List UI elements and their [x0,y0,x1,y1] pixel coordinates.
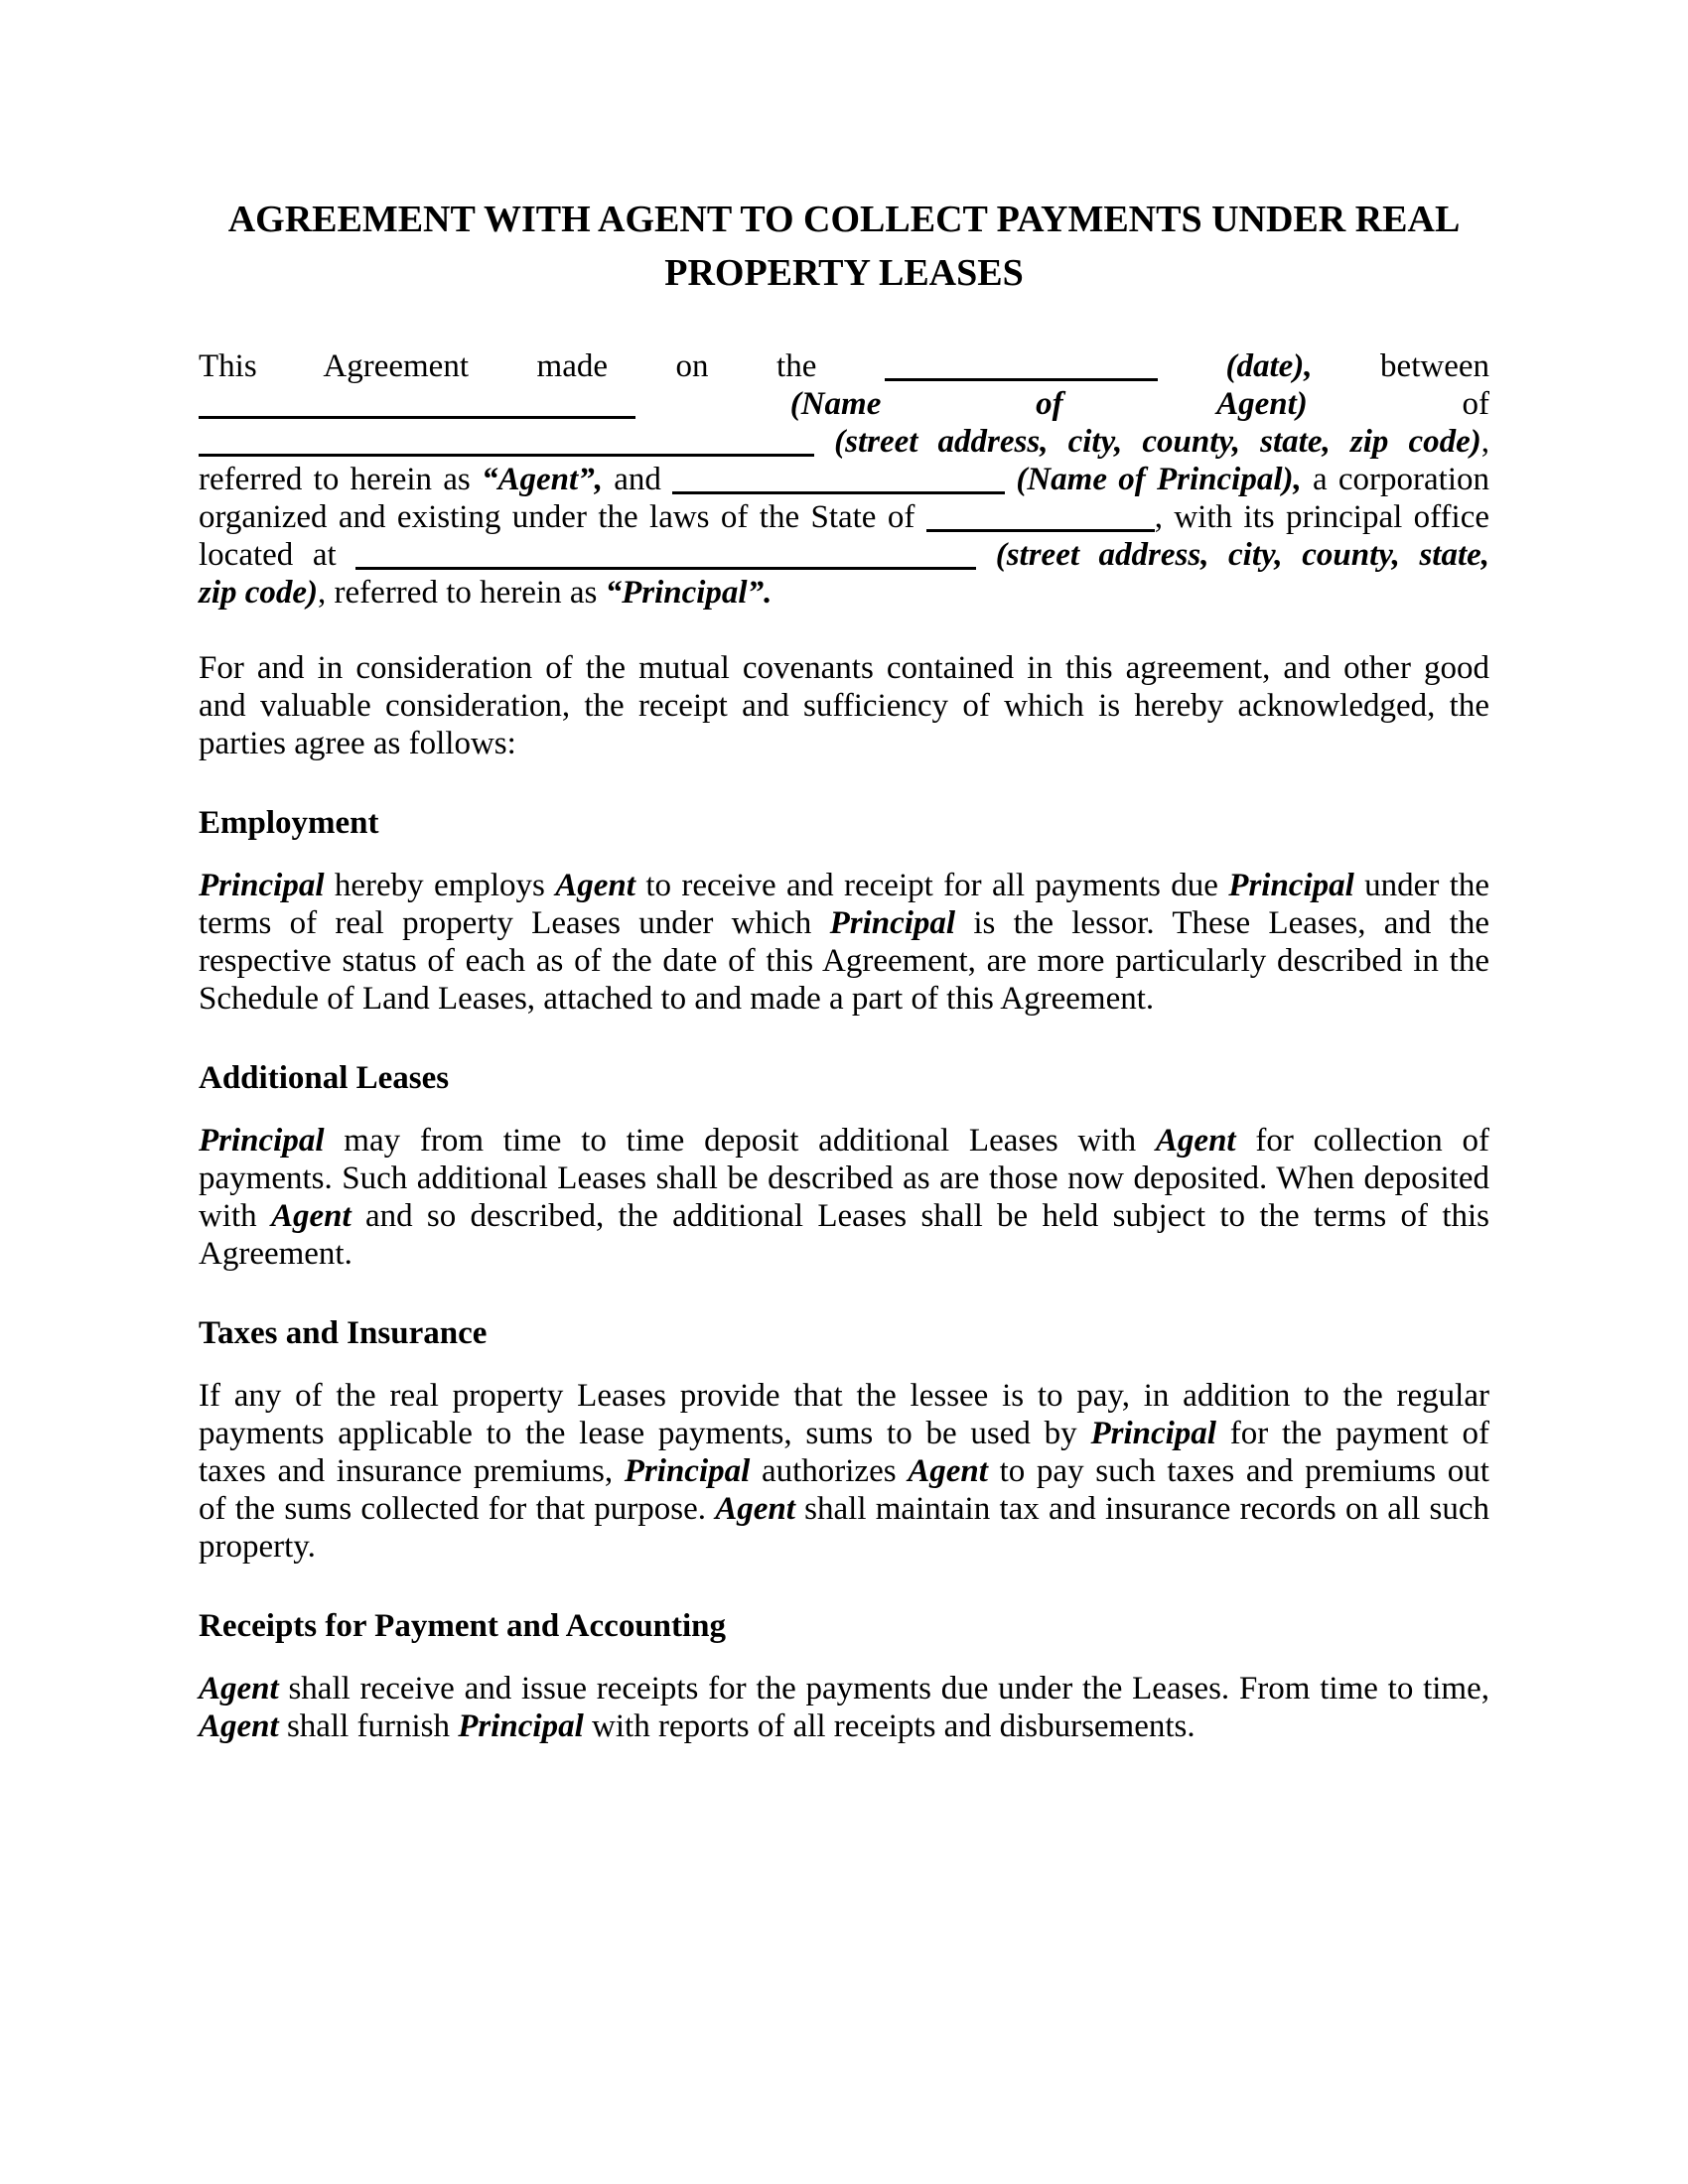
body-text: of [1307,386,1489,422]
emphasis-text: Agent [199,1671,279,1706]
text-line [199,1415,1489,1452]
body-text [976,537,996,573]
body-text: and [602,462,673,497]
body-text: property. [199,1529,316,1565]
text-line [199,1452,1489,1490]
fill-in-blank-line [926,529,1155,532]
body-text [635,386,790,422]
document-title [199,193,1489,300]
text-line [199,461,1489,498]
text-line [199,574,1489,612]
paragraph [199,1670,1489,1745]
emphasis-text: Principal [199,1123,325,1159]
body-text: for collection of [1235,1123,1489,1159]
emphasis-text: Agent [1155,1123,1236,1159]
body-text: to pay such taxes and premiums out [987,1453,1489,1489]
emphasis-text: Principal [1090,1416,1216,1451]
text-line [199,649,1489,687]
body-text: shall maintain tax and insurance records on all such [794,1491,1489,1527]
body-text: may from time to time deposit additional Leases with [324,1123,1156,1159]
emphasis-text: (street address, city, county, state, [995,537,1490,573]
text-line [199,536,1489,574]
emphasis-text: Agent [555,868,635,903]
body-text [1005,462,1016,497]
emphasis-text: (street address, city, county, state, zip code) [834,424,1481,460]
text-line [199,942,1489,980]
emphasis-text: Agent [715,1491,795,1527]
body-text: under the [1353,868,1490,903]
body-text: for the payment of [1215,1416,1489,1451]
emphasis-text: “Principal”. [605,575,773,611]
body-text: If any of the real property Leases provide that the lessee is to pay, in addition to the regular [199,1378,1489,1414]
fill-in-blank-line [672,491,1005,494]
body-text: , with its principal office [1154,499,1489,535]
text-line [199,423,1489,461]
body-text: , referred to herein as [318,575,606,611]
text-line [199,904,1489,942]
body-text: and valuable consideration, the receipt and sufficiency of which is hereby acknowledged, the [199,688,1489,724]
text-line [199,1122,1489,1160]
text-line [199,725,1489,762]
emphasis-text: Agent [908,1453,988,1489]
text-line [199,1490,1489,1528]
body-text [1158,348,1226,384]
body-text: between [1312,348,1489,384]
document-title-line-2: PROPERTY LEASES [664,252,1024,294]
emphasis-text: Principal [458,1708,584,1744]
document-body [199,347,1489,1745]
text-line [199,385,1489,423]
fill-in-blank-line [199,416,635,419]
paragraph [199,649,1489,762]
fill-in-blank-line [199,454,814,457]
emphasis-text: (Name of Agent) [789,386,1308,422]
body-text: with [199,1198,271,1234]
emphasis-text: Agent [270,1198,352,1234]
section-heading: Additional Leases [199,1060,450,1096]
body-text: shall receive and issue receipts for the payments due under the Leases. From time to time, [278,1671,1489,1706]
text-line [199,1235,1489,1273]
section-heading: Receipts for Payment and Accounting [199,1608,727,1644]
body-text: referred to herein as [199,462,483,497]
paragraph [199,1377,1489,1566]
body-text: authorizes [750,1453,909,1489]
emphasis-text: Agent [199,1708,279,1744]
emphasis-text: (Name of Principal), [1016,462,1302,497]
text-line [199,1670,1489,1707]
body-text: payments applicable to the lease payments, sums to be used by [199,1416,1091,1451]
text-line [199,1160,1489,1197]
emphasis-text: Principal [1228,868,1354,903]
text-line [199,980,1489,1018]
emphasis-text: zip code) [199,575,319,611]
text-line [199,1707,1489,1745]
body-text: Agreement. [199,1236,352,1272]
emphasis-text: Principal [199,868,325,903]
text-line [199,687,1489,725]
body-text: with reports of all receipts and disbursements. [583,1708,1196,1744]
body-text [814,424,834,460]
body-text: organized and existing under the laws of the State of [199,499,926,535]
body-text: a corporation [1301,462,1489,497]
text-line [199,1197,1489,1235]
paragraph [199,347,1489,612]
text-line [199,867,1489,904]
body-text: respective status of each as of the date of this Agreement, are more particularly described in the [199,943,1489,979]
section-heading: Employment [199,805,379,841]
emphasis-text: “Agent”, [482,462,603,497]
body-text: , [1480,424,1490,460]
fill-in-blank-line [885,378,1158,381]
body-text: to receive and receipt for all payments due [634,868,1229,903]
text-line [199,1377,1489,1415]
body-text: This Agreement made on the [199,348,885,384]
emphasis-text: (date), [1225,348,1313,384]
text-line [199,1528,1489,1566]
paragraph [199,1122,1489,1273]
body-text: For and in consideration of the mutual covenants contained in this agreement, and other good [199,650,1489,686]
body-text: parties agree as follows: [199,726,516,761]
fill-in-blank-line [355,567,976,570]
emphasis-text: Principal [829,905,956,941]
body-text: payments. Such additional Leases shall be described as are those now deposited. When deposited [199,1160,1489,1196]
body-text: Schedule of Land Leases, attached to and made a part of this Agreement. [199,981,1155,1017]
body-text: is the lessor. These Leases, and the [955,905,1489,941]
body-text: and so described, the additional Leases shall be held subject to the terms of this [351,1198,1489,1234]
body-text: of the sums collected for that purpose. [199,1491,716,1527]
text-line [199,498,1489,536]
body-text: terms of real property Leases under which [199,905,830,941]
paragraph [199,867,1489,1018]
body-text: shall furnish [278,1708,459,1744]
text-line [199,347,1489,385]
emphasis-text: Principal [624,1453,751,1489]
body-text: hereby employs [324,868,556,903]
body-text: taxes and insurance premiums, [199,1453,625,1489]
body-text: located at [199,537,356,573]
document-title-line-1: AGREEMENT WITH AGENT TO COLLECT PAYMENTS UNDER REAL [227,199,1461,240]
section-heading: Taxes and Insurance [199,1315,488,1351]
